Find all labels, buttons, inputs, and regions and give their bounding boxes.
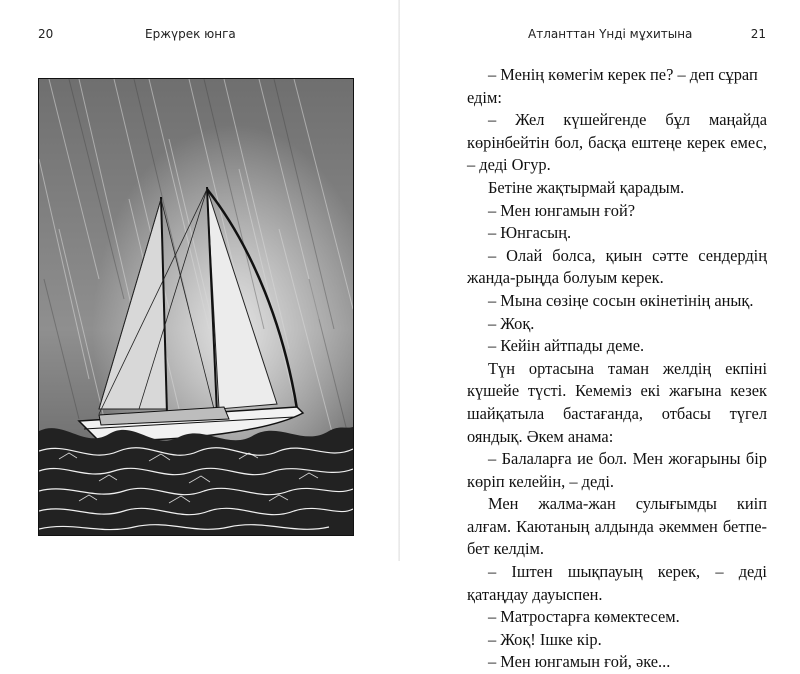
- paragraph: Бетіне жақтырмай қарадым.: [488, 177, 685, 197]
- paragraph: Түн ортасына таман желдің екпіні күшейе түсті. Кемеміз екі жағына кезек шайқатыла бастағанда, отбасы түгел ояндық. Әкем анама:: [467, 358, 767, 446]
- paragraph: Мен жалма-жан сулығымды киіп алғам. Каютаның алдында әкеммен бетпе-бет келдім.: [467, 494, 767, 559]
- paragraph: – Іштен шықпауың керек, – деді қатаңдау дауыспен.: [467, 562, 767, 604]
- paragraph: – Олай болса, қиын сәтте сендердің жанда-рыңда болуым керек.: [467, 245, 767, 288]
- right-running-header: Атланттан Үнді мұхитына: [528, 27, 693, 41]
- paragraph: – Жел күшейгенде бұл маңайда көрінбейтін бол, басқа ештеңе керек емес, – деді Огур.: [467, 110, 767, 175]
- right-page: [400, 0, 800, 672]
- paragraph: – Мына сөзіңе сосын өкінетінің анық.: [488, 290, 754, 310]
- right-page-number: 21: [750, 27, 766, 41]
- left-running-header: Ержүрек юнга: [145, 27, 236, 41]
- paragraph: – Мен юнгамын ғой, әке...: [488, 652, 671, 672]
- paragraph: – Юнгасың.: [488, 223, 572, 243]
- paragraph: – Мен юнгамын ғой?: [488, 200, 636, 220]
- paragraph: – Матростарға көмектесем.: [488, 607, 680, 627]
- left-page-number: 20: [38, 27, 54, 41]
- paragraph: – Жоқ! Ішке кір.: [488, 629, 602, 649]
- paragraph: – Балаларға ие бол. Мен жоғарыны бір көріп келейін, – деді.: [467, 449, 767, 491]
- left-page: [0, 0, 400, 561]
- sailboat-storm-illustration: [38, 78, 354, 536]
- stormy-waves: [39, 427, 353, 535]
- story-text: [467, 64, 767, 674]
- paragraph: – Кейін айтпады деме.: [488, 336, 645, 356]
- paragraph: – Жоқ.: [488, 313, 535, 333]
- paragraph: – Менің көмегім керек пе? – деп сұрап едім:: [467, 65, 758, 107]
